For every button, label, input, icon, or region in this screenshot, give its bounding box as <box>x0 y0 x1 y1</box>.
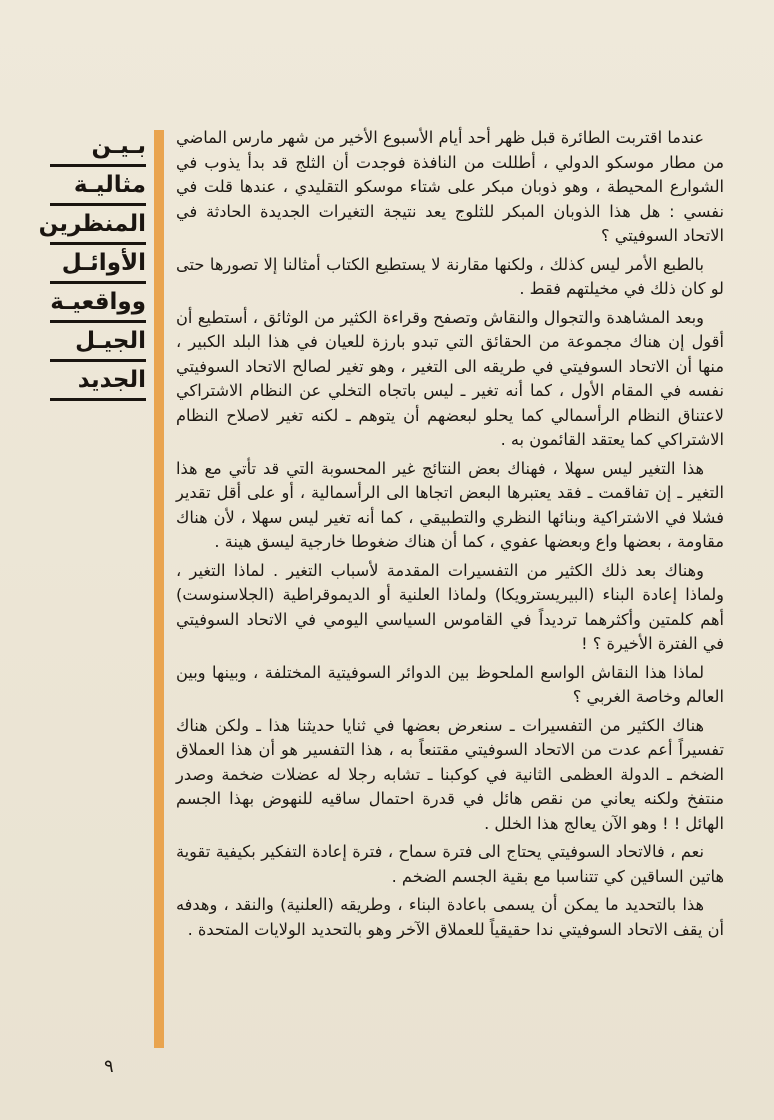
paragraph: لماذا هذا النقاش الواسع الملحوظ بين الدوائر السوفيتية المختلفة ، وبينها وبين العالم وخاصة الغربي ؟ <box>176 662 724 706</box>
side-title-line: مثاليـة <box>50 167 146 206</box>
paragraph: هناك الكثير من التفسيرات ـ سنعرض بعضها في ثنايا حديثنا هذا ـ ولكن هناك تفسيراً أعم عدت من الاتحاد السوفيتي مقتنعاً به ، هذا التفسير هو أن هذا العملاق الضخم ـ الدولة العظمى الثانية في كوكبنا ـ تشابه رجلا له عضلات ضخمة وصدر منتفخ ولكنه يعاني من نقص هائل في قدرة احتمال ساقيه للنهوض بهذا الجسم الهائل ! ! وهو الآن يعالج هذا الخلل . <box>176 715 724 833</box>
side-title-line: بـيـن <box>50 128 146 167</box>
paragraph: وهناك بعد ذلك الكثير من التفسيرات المقدمة لأسباب التغير . لماذا التغير ، ولماذا إعادة البناء (البيريسترويكا) ولماذا العلنية أو الديموقراطية (الجلاسنوست) أهم كلمتين وأكثرهما ترديداً في القاموس السياسي اليومي في الاتحاد السوفيتي في الفترة الأخيرة ؟ ! <box>176 560 724 653</box>
paragraph: هذا بالتحديد ما يمكن أن يسمى باعادة البناء ، وطريقه (العلنية) والنقد ، وهدفه أن يقف الاتحاد السوفيتي ندا حقيقياً للعملاق الآخر وهو بالتحديد الولايات المتحدة . <box>176 895 724 939</box>
paragraph: وبعد المشاهدة والتجوال والنقاش وتصفح وقراءة الكثير من الوثائق ، أستطيع أن أقول إن هناك مجموعة من الحقائق التي تبدو بارزة للعيان في هذا البلد الكبير ، منها أن الاتحاد السوفيتي في طريقه الى التغير ، وهو تغير لصالح الاتحاد السوفيتي نفسه في المقام الأول ، كما أنه تغير ـ ليس باتجاه التخلي عن النظام الاشتراكي لاعتناق النظام الرأسمالي كما يحلو لبعضهم أن يتوهم ـ لكنه تغير لاصلاح النظام الاشتراكي كما يعتقد القائمون به . <box>176 307 724 449</box>
paragraph: عندما اقتربت الطائرة قبل ظهر أحد أيام الأسبوع الأخير من شهر مارس الماضي من مطار موسكو الدولي ، أطللت من النافذة فوجدت أن الثلج قد بدأ يذوب في الشوارع المحيطة ، وهو ذوبان مبكر على شتاء موسكو التقليدي ، عندها قلت في نفسي : هل هذا الذوبان المبكر للثلوج يعد نتيجة التغيرات الجديدة الحادثة في الاتحاد السوفيتي ؟ <box>176 128 724 245</box>
paragraph: نعم ، فالاتحاد السوفيتي يحتاج الى فترة سماح ، فترة إعادة التفكير بكيفية تقوية هاتين الساقين كي تتناسبا مع بقية الجسم الضخم . <box>176 842 724 886</box>
page-number: ٩ <box>104 1056 114 1077</box>
paragraph: بالطبع الأمر ليس كذلك ، ولكنها مقارنة لا يستطيع الكتاب أمثالنا إلا تصورها حتى لو كان ذلك في مخيلتهم فقط . <box>176 254 724 298</box>
side-title <box>38 128 146 401</box>
side-title-line: وواقعيـة <box>50 284 146 323</box>
side-title-line: الجيـل <box>50 323 146 362</box>
article-body <box>176 126 724 946</box>
side-title-line: الأوائـل <box>50 245 146 284</box>
side-title-line: الجديد <box>50 362 146 401</box>
side-title-line: المنظرين <box>50 206 146 245</box>
paragraph: هذا التغير ليس سهلا ، فهناك بعض النتائج غير المحسوبة التي قد تأتي مع هذا التغير ـ إن تفاقمت ـ فقد يعتبرها البعض اتجاها الى الرأسمالية ، أو على أقل تقدير فشلا في الاشتراكية وبنائها النظري والتطبيقي ، كما أنه تغير ليس سهلا ، لأن هناك مقاومة ، بعضها واع وبعضها عفوي ، كما أن هناك ضغوطا خارجية ليسق هينة . <box>176 458 724 551</box>
accent-bar <box>154 130 164 1048</box>
